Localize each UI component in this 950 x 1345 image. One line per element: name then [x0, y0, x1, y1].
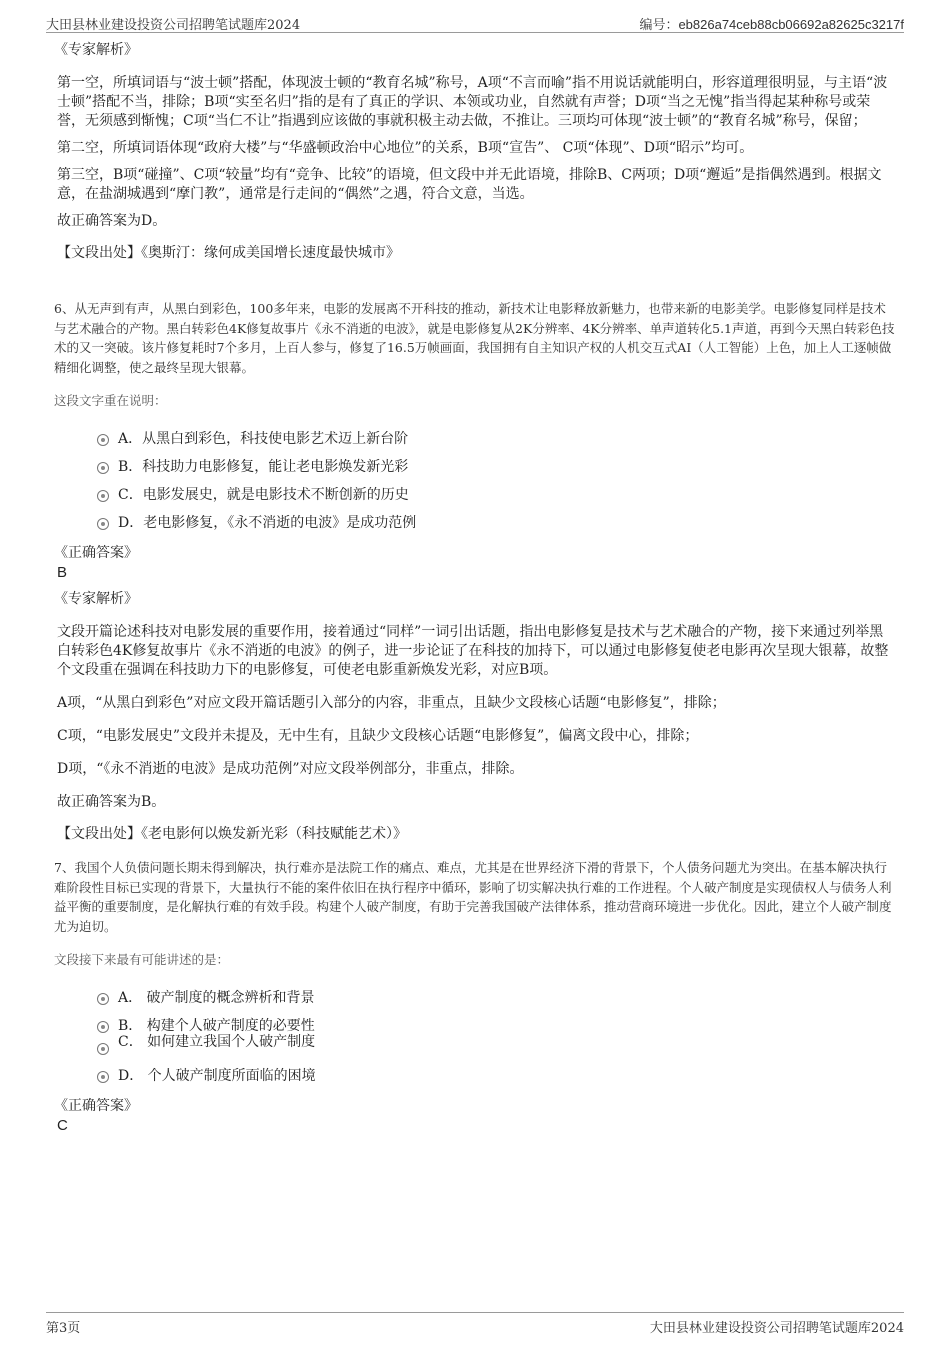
q6-analysis-p2: A项，“从黑白到彩色”对应文段开篇话题引入部分的内容，非重点，且缺少文段核心话题“电影修复”，排除；: [57, 695, 726, 711]
option-text: B． 构建个人破产制度的必要性: [118, 1018, 315, 1034]
q5-analysis-conclusion: 故正确答案为D。: [57, 213, 167, 229]
radio-icon[interactable]: [97, 1021, 109, 1033]
page-header: [46, 12, 904, 33]
q5-analysis-p1: 第一空，所填词语与“波士顿”搭配，体现波士顿的“教育名城”称号，A项“不言而喻”指不用说话就能明白，形容道理很明显，与主语“波士顿”搭配不当，排除；B项“实至名归”指的是有了真正的学识、本领或功业，自然就有声誉；D项“当之无愧”指当得起某种称号或荣誉，无须感到惭愧；C项“当仁不让”指遇到应该做的事就积极主动去做，不推让。三项均可体现“波士顿”的“教育名城”称号，保留；: [57, 75, 888, 129]
option-text: A． 破产制度的概念辨析和背景: [118, 990, 315, 1006]
q6-answer: B: [57, 564, 68, 581]
q6-analysis-p3: C项，“电影发展史”文段并未提及，无中生有，且缺少文段核心话题“电影修复”，偏离文段中心，排除；: [57, 728, 699, 744]
q7-prompt: 文段接下来最有可能讲述的是：: [54, 952, 230, 967]
q6-option-b[interactable]: [54, 453, 896, 481]
q7-option-c[interactable]: [54, 1034, 896, 1062]
q6-question: 6、从无声到有声，从黑白到彩色，100多年来，电影的发展离不开科技的推动，新技术让电影释放新魅力，也带来新的电影美学。电影修复同样是技术与艺术融合的产物。黑白转彩色4K修复故事片《永不消逝的电波》，就是电影修复从2K分辨率、4K分辨率、单声道转化5.1声道，再到今天黑白转彩色技术的又一突破。该片修复耗时7个多月，上百人参与，修复了16.5万帧画面，我国拥有自主知识产权的人机交互式AI（人工智能）上色，加上人工逐帧做精细化调整，使之最终呈现大银幕。: [54, 301, 895, 375]
header-title: 大田县林业建设投资公司招聘笔试题库2024: [46, 18, 301, 33]
q5-analysis-p3: 第三空，B项“碰撞”、C项“较量”均有“竞争、比较”的语境，但文段中并无此语境，排除B、C两项；D项“邂逅”是指偶然遇到。根据文意，在盐湖城遇到“摩门教”，通常是行走间的“偶然”之遇，符合文意，当选。: [57, 167, 882, 202]
footer-page-number: 第3页: [46, 1321, 81, 1336]
analysis-label: 《专家解析》: [54, 42, 138, 58]
q7-answer: C: [57, 1117, 68, 1134]
q6-option-c[interactable]: [54, 481, 896, 509]
radio-icon[interactable]: [97, 993, 109, 1005]
radio-icon[interactable]: [97, 462, 109, 474]
q6-analysis-conclusion: 故正确答案为B。: [57, 794, 166, 810]
q7-question: 7、我国个人负债问题长期未得到解决，执行难亦是法院工作的痛点、难点，尤其是在世界经济下滑的背景下，个人债务问题尤为突出。在基本解决执行难阶段性目标已实现的背景下，大量执行不能的案件依旧在执行程序中循环，影响了切实解决执行难的工作进程。个人破产制度是实现债权人与债务人利益平衡的重要制度，是化解执行难的有效手段。构建个人破产制度，有助于完善我国破产法律体系，推动营商环境进一步优化。因此，建立个人破产制度尤为迫切。: [54, 860, 892, 934]
q6-option-a[interactable]: [54, 425, 896, 453]
radio-icon[interactable]: [97, 434, 109, 446]
option-text: D． 个人破产制度所面临的困境: [118, 1068, 316, 1084]
analysis-label: 《专家解析》: [54, 591, 138, 607]
radio-icon[interactable]: [97, 1043, 109, 1055]
option-text: C．电影发展史，就是电影技术不断创新的历史: [118, 487, 409, 503]
q5-analysis-p2: 第二空，所填词语体现“政府大楼”与“华盛顿政治中心地位”的关系，B项“宣告”、 C项“体现”、D项“昭示”均可。: [57, 140, 754, 156]
answer-label: 《正确答案》: [54, 545, 138, 561]
option-text: A．从黑白到彩色，科技使电影艺术迈上新台阶: [118, 431, 409, 447]
radio-icon[interactable]: [97, 490, 109, 502]
q7-option-a[interactable]: [54, 984, 896, 1012]
q7-option-d[interactable]: [54, 1062, 896, 1090]
radio-icon[interactable]: [97, 518, 109, 530]
page-footer: [46, 1312, 904, 1335]
option-text: B．科技助力电影修复，能让老电影焕发新光彩: [118, 459, 409, 475]
q6-analysis-p1: 文段开篇论述科技对电影发展的重要作用，接着通过“同样”一词引出话题，指出电影修复是技术与艺术融合的产物，接下来通过列举黑白转彩色4K修复故事片《永不消逝的电波》的例子，进一步论证了在科技的加持下，可以通过电影修复使老电影再次呈现大银幕，故整个文段重在强调在科技助力下的电影修复，可使老电影重新焕发光彩，对应B项。: [57, 624, 889, 678]
q5-source: 【文段出处】《奥斯汀：缘何成美国增长速度最快城市》: [57, 245, 400, 261]
option-text: C． 如何建立我国个人破产制度: [118, 1034, 316, 1050]
answer-label: 《正确答案》: [54, 1098, 138, 1114]
q6-analysis-p4: D项，“《永不消逝的电波》是成功范例”对应文段举例部分，非重点，排除。: [57, 761, 524, 777]
header-code: 编号：eb826a74ceb88cb06692a82625c3217f: [639, 17, 904, 32]
radio-icon[interactable]: [97, 1071, 109, 1083]
q6-prompt: 这段文字重在说明：: [54, 393, 167, 408]
footer-title: 大田县林业建设投资公司招聘笔试题库2024: [649, 1321, 904, 1336]
page-content: [54, 40, 896, 1142]
option-text: D．老电影修复，《永不消逝的电波》是成功范例: [118, 515, 417, 531]
q6-source: 【文段出处】《老电影何以焕发新光彩（科技赋能艺术）》: [57, 826, 407, 842]
q6-option-d[interactable]: [54, 509, 896, 537]
